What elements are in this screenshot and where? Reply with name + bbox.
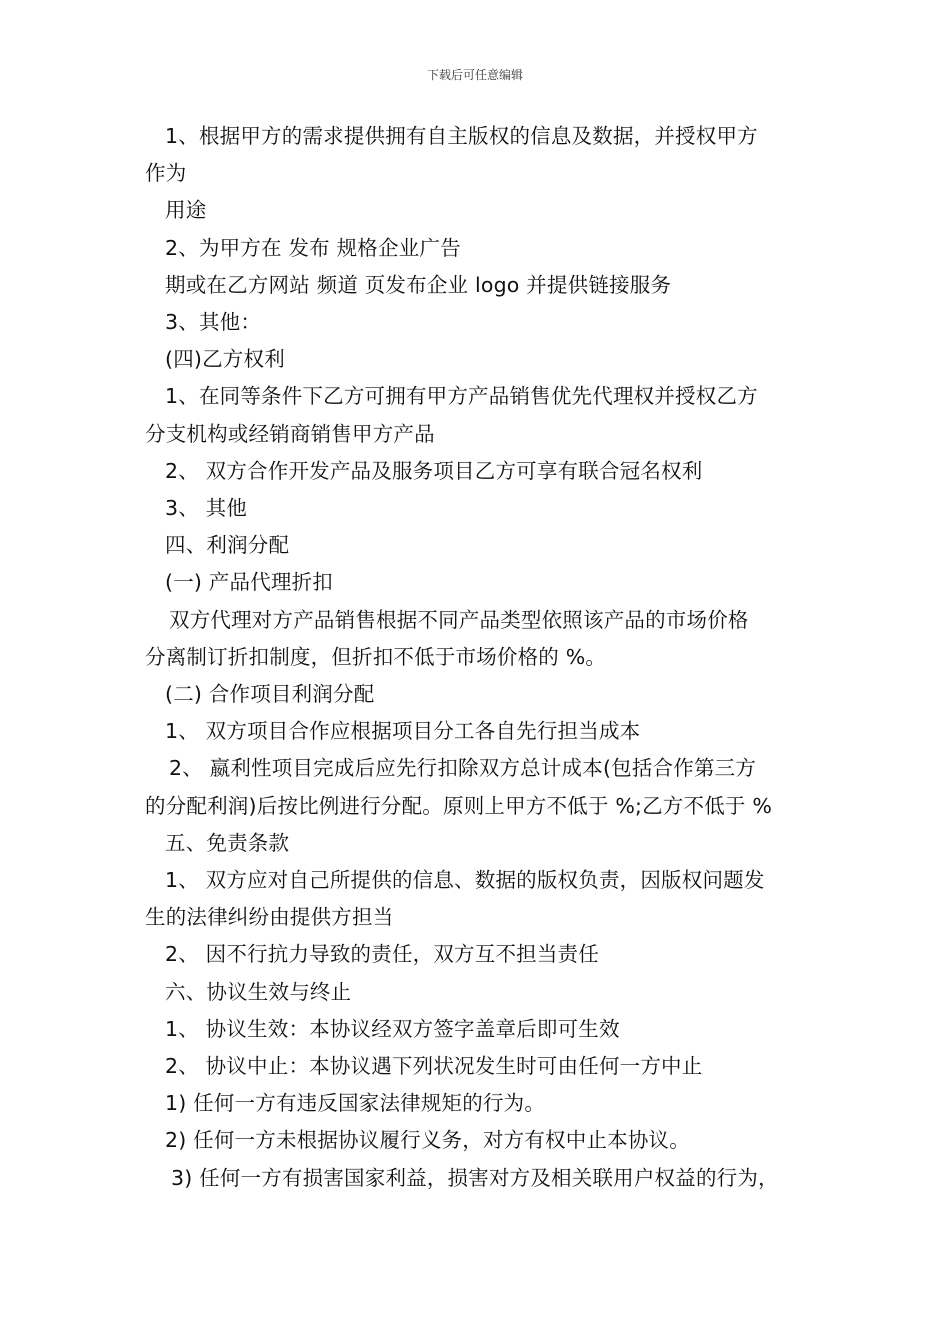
document-body [145,118,825,1197]
page-header-note: 下载后可任意编辑 [426,68,523,82]
text-line-22: 生的法律纠纷由提供方担当 [145,905,394,930]
text-line-11: 3、 其他 [165,496,248,521]
text-line-10: 2、 双方合作开发产品及服务项目乙方可享有联合冠名权利 [165,458,703,483]
text-line-19: 的分配利润)后按比例进行分配。原则上甲方不低于 %;乙方不低于 % [145,793,772,818]
section-heading-profit-distribution: 四、利润分配 [165,533,290,558]
subsection-heading-product-discount: (一) 产品代理折扣 [165,570,334,595]
text-line-2: 作为 [145,161,187,186]
text-line-4: 2、为甲方在 发布 规格企业广告 [165,235,461,260]
text-line-17: 1、 双方项目合作应根据项目分工各自先行担当成本 [165,719,641,744]
section-heading-yifang-rights: (四)乙方权利 [165,347,285,372]
section-heading-disclaimer: 五、免责条款 [165,830,290,855]
text-line-3: 用途 [165,198,207,223]
text-line-29: 3) 任何一方有损害国家利益，损害对方及相关联用户权益的行为， [171,1165,779,1190]
text-line-5: 期或在乙方网站 频道 页发布企业 logo 并提供链接服务 [165,272,672,297]
text-line-27: 1) 任何一方有违反国家法律规矩的行为。 [165,1091,546,1116]
text-line-14: 双方代理对方产品销售根据不同产品类型依照该产品的市场价格 [169,607,749,632]
subsection-heading-project-profit: (二) 合作项目利润分配 [165,682,375,707]
text-line-28: 2) 任何一方未根据协议履行义务，对方有权中止本协议。 [165,1128,690,1153]
text-line-6: 3、其他： [165,310,262,335]
text-line-15: 分离制订折扣制度，但折扣不低于市场价格的 %。 [145,644,607,669]
text-line-9: 分支机构或经销商销售甲方产品 [145,421,435,446]
text-line-23: 2、 因不行抗力导致的责任，双方互不担当责任 [165,942,599,967]
text-line-1: 1、根据甲方的需求提供拥有自主版权的信息及数据，并授权甲方 [165,124,758,148]
text-line-26: 2、 协议中止：本协议遇下列状况发生时可由任何一方中止 [165,1054,703,1079]
section-heading-effect-termination: 六、协议生效与终止 [165,979,352,1004]
text-line-21: 1、 双方应对自己所提供的信息、数据的版权负责，因版权问题发 [165,868,765,893]
text-line-18: 2、 嬴利性项目完成后应先行扣除双方总计成本(包括合作第三方 [169,756,757,781]
text-line-25: 1、 协议生效：本协议经双方签字盖章后即可生效 [165,1016,620,1041]
text-line-8: 1、在同等条件下乙方可拥有甲方产品销售优先代理权并授权乙方 [165,384,758,409]
